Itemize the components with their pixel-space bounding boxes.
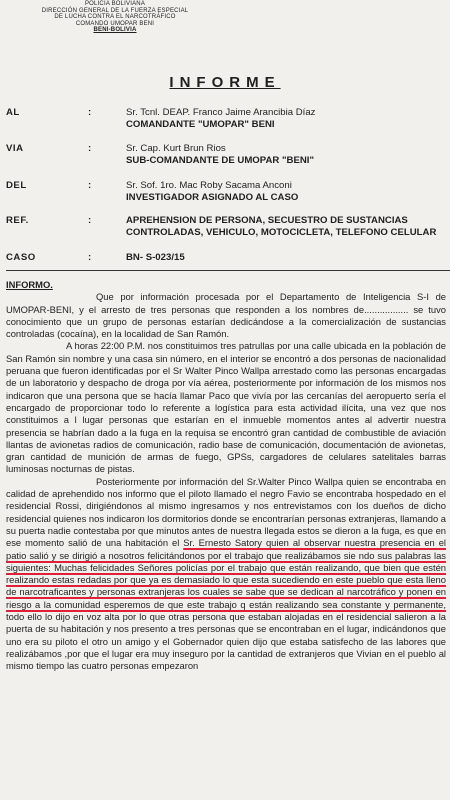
field-ref-value	[126, 215, 450, 239]
header-divider	[6, 270, 450, 271]
field-del-label: DEL	[6, 180, 27, 191]
header-line-4: COMANDO UMOPAR BENI	[75, 20, 155, 27]
field-via-label: VIA	[6, 143, 24, 154]
header-line-1: POLICIA BOLIVIANA	[84, 1, 146, 7]
body-lead-text: INFORMO.	[6, 279, 53, 290]
field-ref-label: REF.	[6, 215, 29, 226]
field-via-line2: SUB-COMANDANTE DE UMOPAR "BENI"	[126, 155, 315, 166]
field-via-line1: Sr. Cap. Kurt Brun Rios	[126, 143, 226, 154]
paragraph-2: A horas 22:00 P.M. nos constituimos tres patrullas por una calle ubicada en la población de San Ramón sin nombre y una casa sin número, en el interior se encontró a dos personas de nacionalidad peruana que fueron identificadas por el Sr Walter Pinco Wallpa arrestado como las personas encargadas de un laboratorio y despacho de droga por vía aérea, posteriormente por información de los mismos nos indicaron que una persona que se hacía llamar Paco que vivía por las cercanías del aeropuerto sería el encargado de proporcionar todo lo referente a logística para esta actividad ilícita, una vez que nos constituimos a l lugar personas que estarían en el inmueble momentos antes al advertir nuestra presencia se habrían dado a la fuga en la requisa se encontró gran cantidad de combustible de aviación llantas de avionetas radios de comunicación, radio base de comunicación, documentación de avionetas, gran cantidad de munición de armas de fuego, GPSs, cargadores de celulares satelitales barras luminosas nocturnas de pistas.	[6, 340, 446, 475]
field-del-value	[126, 180, 450, 204]
field-al-label: AL	[6, 107, 20, 118]
field-del-line1: Sr. Sof. 1ro. Mac Roby Sacama Anconi	[126, 180, 292, 191]
paragraph-3	[6, 476, 446, 673]
field-via-value	[126, 143, 450, 167]
paragraph-3-part-a: Posteriormente por información del Sr.Walter Pinco Wallpa quien se encontraba en calidad de aprehendido nos informo que el piloto llamado el negro Favio se encontraba hospedado en el residencial Rossi, dirigiéndonos al mismo ingresamos y nos entrevistamos con los dueños de dicho residencial quienes nos indicaron los dormitorios donde se encontrarían personas extranjeras, llamando a su puerta nadie contestaba por que minutos antes de nuestra llegada estos se dieron a la fuga, es que en ese momento salió de una habitación el	[6, 475, 446, 549]
paragraph-1: Que por información procesada por el Departamento de Inteligencia S-I de UMOPAR-BENI, y el arresto de tres personas que responden a los nombres de................. se tuvo conocimiento que un grupo de personas estarían dedicándose a la comercialización de sustancias controladas (cocaína), en la localidad de San Ramón.	[6, 291, 446, 340]
field-del-colon: :	[88, 180, 92, 191]
field-del-line2: INVESTIGADOR ASIGNADO AL CASO	[126, 192, 299, 203]
header-line-2: DIRECCIÓN GENERAL DE LA FUERZA ESPECIAL	[41, 7, 189, 14]
highlighted-quote: quien al observar nuestra presencia en el patio salió y se dirigió a nosotros felicitándonos por el trabajo que realizábamos sie ndo sus palabras las siguientes: Muchas felicidades Señores policías por el trabajo que están realizando, que bien que estén realizando estas redadas por que ya es demasiado lo que esta sucediendo en este pueblo que esta lleno de narcotraficantes y personas extranjeras los cuales se sabe que se dedican al narcotráfico y ponen en riesgo a la comunidad esperemos de que este trabajo q están realizando sea constante y permanente,	[6, 537, 446, 610]
header-line-5: BENI-BOLIVIA	[93, 27, 137, 34]
body-lead	[6, 279, 446, 291]
field-ref-colon: :	[88, 215, 92, 226]
field-al-line2: COMANDANTE "UMOPAR" BENI	[126, 119, 275, 130]
document-title: INFORME	[169, 74, 281, 91]
field-al-value	[126, 107, 450, 131]
paragraph-3-part-c: todo ello lo dijo en voz alta por lo que otras persona que estaban alojadas en el residencial salieron a la puerta de su habitación y nos presento a tres personas que se encontraban en el lugar, indicándonos que uno era su piloto el otro un amigo y el Gobernador quien dijo que estaba satisfecho de las labores que realizábamos ,por que el lugar era muy inseguro por la cantidad de extranjeros que Vivian en el pueblo al mismo tiempo las cuatro personas empezaron	[6, 611, 446, 672]
institution-header	[30, 1, 200, 34]
field-al-colon: :	[88, 107, 92, 118]
field-caso-label: CASO	[6, 252, 36, 263]
highlighted-name: Sr. Ernesto Satory	[183, 537, 262, 549]
field-caso-text: BN- S-023/15	[126, 252, 185, 263]
report-body	[6, 279, 446, 673]
field-ref-text: APREHENSION DE PERSONA, SECUESTRO DE SUSTANCIAS CONTROLADAS, VEHICULO, MOTOCICLETA, TELEFONO CELULAR	[126, 215, 437, 238]
field-via-colon: :	[88, 143, 92, 154]
field-caso-colon: :	[88, 252, 92, 263]
field-al-line1: Sr. Tcnl. DEAP. Franco Jaime Arancibia Díaz	[126, 107, 316, 118]
field-caso-value	[126, 252, 450, 264]
header-line-3: DE LUCHA CONTRA EL NARCOTRÁFICO	[54, 14, 176, 21]
